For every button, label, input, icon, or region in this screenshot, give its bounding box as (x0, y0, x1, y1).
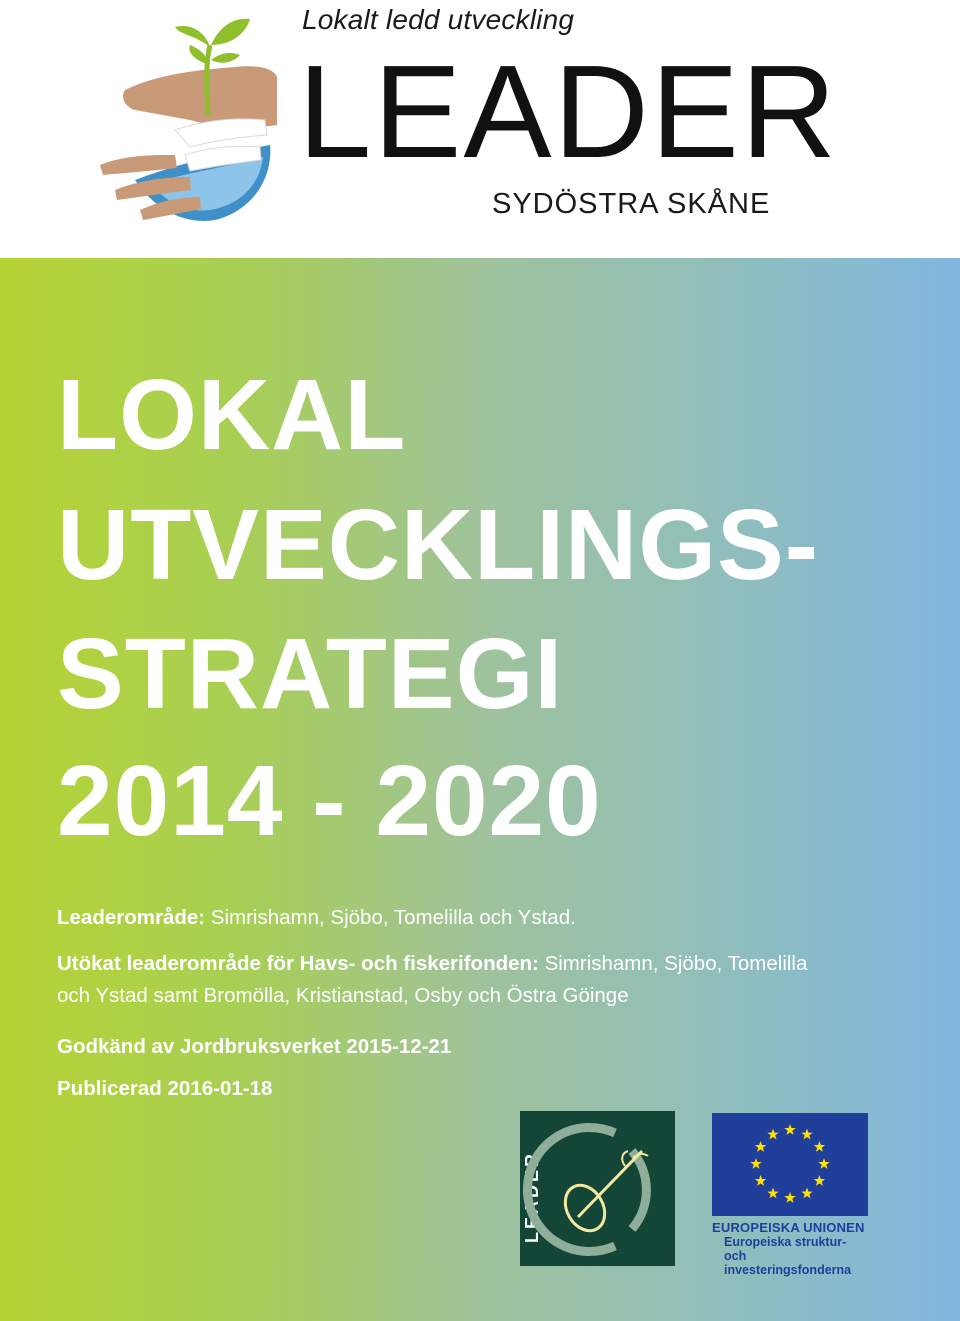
extended-area-value: Simrishamn, Sjöbo, Tomelilla (538, 952, 808, 975)
document-title-line-2: UTVECKLINGS- (57, 489, 819, 601)
approval-note: Godkänd av Jordbruksverket 2015-12-21 (57, 1035, 452, 1058)
leader-badge-text: LEADER (522, 1150, 542, 1243)
eu-subtitle-1: Europeiska struktur- (724, 1235, 847, 1249)
eu-label (712, 1220, 872, 1277)
leader-eu-logo (520, 1111, 675, 1266)
publication-date: Publicerad 2016-01-18 (57, 1077, 273, 1100)
leader-area-label: Leaderområde: (57, 906, 206, 929)
brand-wordmark: LEADER (298, 38, 839, 185)
hands-seedling-logo (95, 5, 285, 230)
tagline: Lokalt ledd utveckling (302, 4, 575, 35)
eu-title: EUROPEISKA UNIONEN (712, 1220, 865, 1235)
extended-area-continued: och Ystad samt Bromölla, Kristianstad, Osby och Östra Göinge (57, 984, 629, 1007)
eu-subtitle-2: och investeringsfonderna (724, 1249, 852, 1277)
leader-area-value: Simrishamn, Sjöbo, Tomelilla och Ystad. (205, 906, 576, 929)
cover-panel (0, 258, 960, 1321)
document-title-line-1: LOKAL (57, 359, 407, 471)
document-title-years: 2014 - 2020 (57, 745, 602, 857)
leader-area (57, 902, 576, 934)
eu-flag-icon (712, 1113, 868, 1216)
region-name: SYDÖSTRA SKÅNE (492, 188, 771, 220)
header (0, 0, 960, 258)
extended-area (57, 948, 807, 980)
document-title-line-3: STRATEGI (57, 618, 564, 730)
extended-area-label: Utökat leaderområde för Havs- och fiskerifonden: (57, 952, 539, 975)
